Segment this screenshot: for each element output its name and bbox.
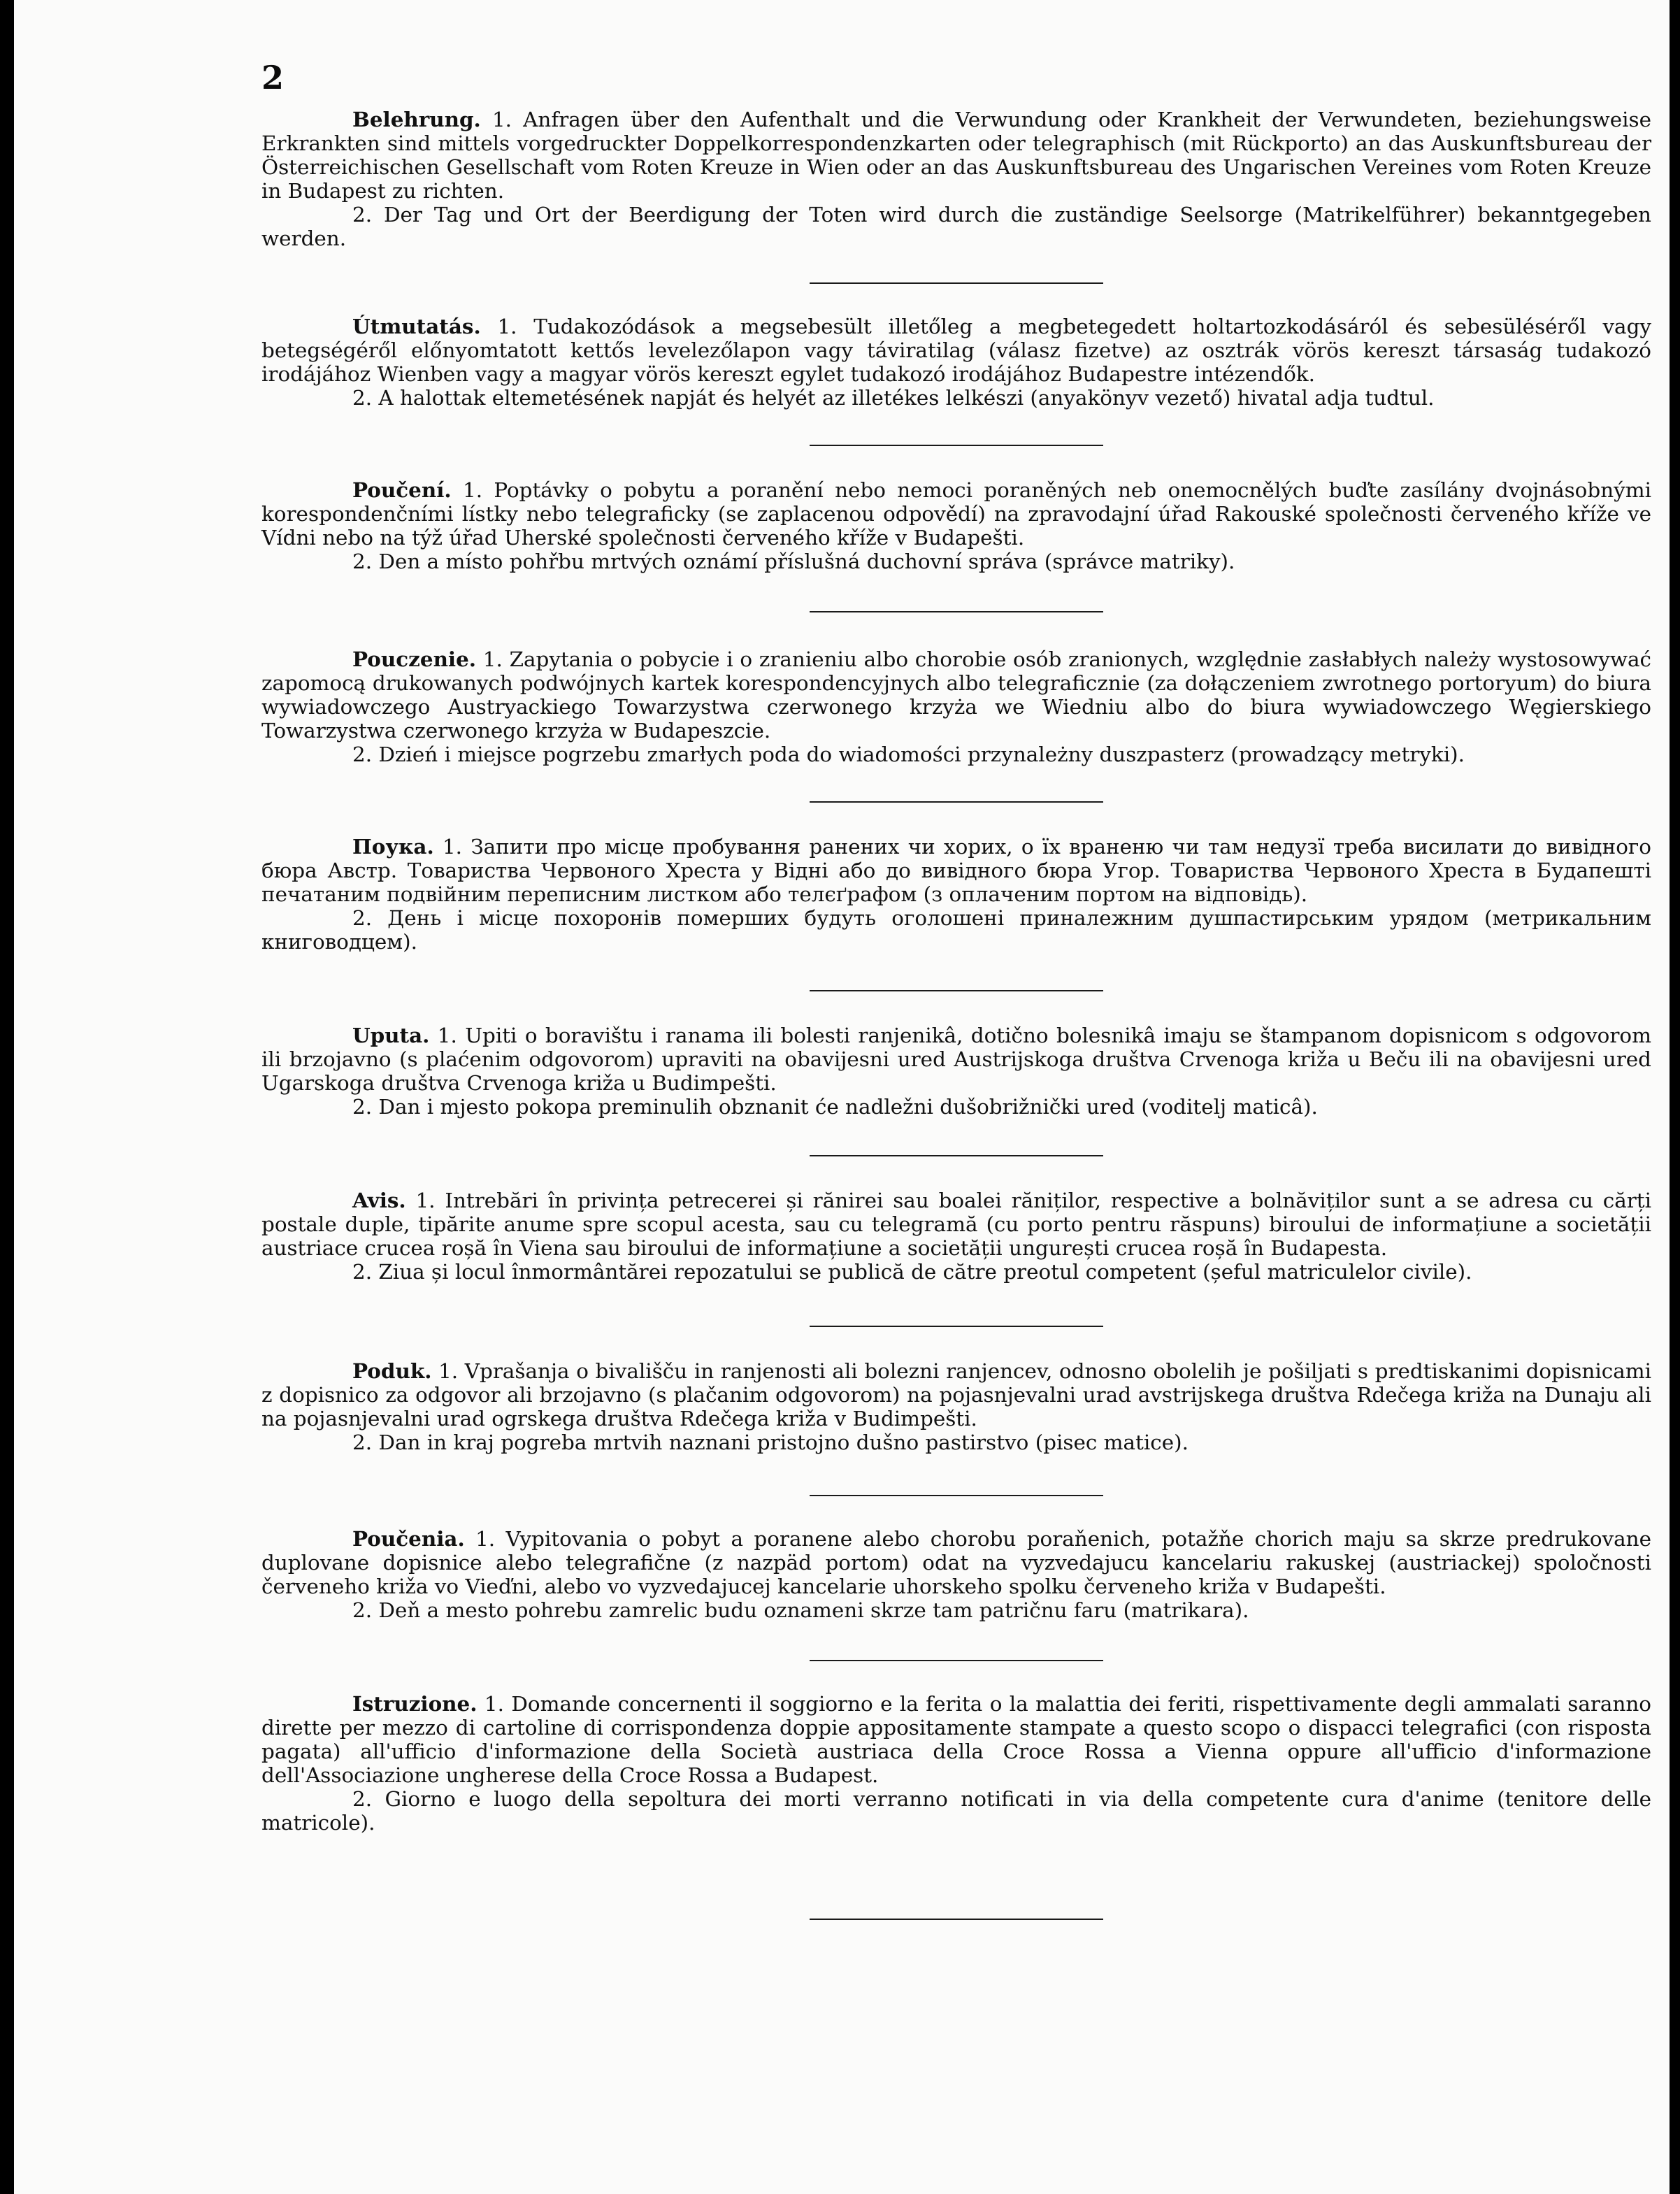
section-label: Poduk.: [352, 1358, 432, 1383]
item-1-text: 1. Vypitovania o pobyt a poranene alebo chorobu poraňenich, potažňe chorich maju sa skrze predrukovane duplovane dopisnice alebo telegrafične (z nazpäd portom) odat na vyzvedajucu kancelariu rakuskej (austriackej) spoločnosti červeneho križa vo Vieďni, alebo vo vyzvedajucej kancelarie uhorskeho spolku červeneho križa v Budapešti.: [261, 1527, 1651, 1598]
paragraph-item-2: 2. День і місце похоронів померших будуть оголошені приналежним душпастирським урядом (метрикальним книговодцем).: [261, 906, 1651, 954]
item-1-text: 1. Poptávky o pobytu a poranění nebo nemoci poraněných neb onemocnělých buďte zasílány dvojnásobnými korespondenčními lístky nebo telegraficky (se zaplacenou odpovědí) na zpravodajní úřad Rakouské společnosti červeného kříže ve Vídni nebo na týž úřad Uherské společnosti červeného kříže v Budapešti.: [261, 478, 1651, 550]
section-divider: [810, 1155, 1103, 1156]
section-divider: [810, 445, 1103, 446]
paragraph-item-2: 2. Den a místo pohřbu mrtvých oznámí příslušná duchovní správa (správce matriky).: [352, 550, 1235, 573]
item-1-text: 1. Запити про місце пробування ранених чи хорих, о їх враненю чи там недузї треба висилати до вивідного бюра Австр. Товариства Червоного Хреста у Відні або до вивідного бюра Угор. Товариства Червоного Хреста в Будапешті печатаним подвійним переписним листком або телєґрафом (з оплаченим портом на відповідь).: [261, 835, 1651, 906]
section-label: Pouczenie.: [352, 647, 477, 671]
section-label: Útmutatás.: [352, 314, 481, 338]
section-divider: [810, 1919, 1103, 1920]
paragraph-item-2: 2. Dan i mjesto pokopa preminulih obznanit će nadležni dušobrižnički ured (voditelj maticâ).: [352, 1095, 1318, 1119]
paragraph-item-1: [261, 647, 1651, 743]
section-slovene: [261, 1359, 1651, 1454]
section-polish: [261, 647, 1651, 766]
paragraph-item-2: 2. Deň a mesto pohrebu zamrelic budu oznameni skrze tam patričnu faru (matrikara).: [352, 1598, 1249, 1622]
section-german: [261, 108, 1651, 250]
section-divider: [810, 990, 1103, 991]
section-hungarian: [261, 315, 1651, 410]
section-slovak: [261, 1527, 1651, 1622]
paragraph-item-2: 2. Giorno e luogo della sepoltura dei morti verranno notificati in via della competente cura d'anime (tenitore delle matricole).: [261, 1787, 1651, 1835]
item-1-text: 1. Vprašanja o bivališču in ranjenosti ali bolezni ranjencev, odnosno obolelih je pošiljati s predtiskanimi dopisnicami z dopisnico za odgovor ali brzojavno (s plačanim odgovorom) na pojasnjevalni urad avstrijskega društva Rdečega križa na Dunaju ali na pojasnjevalni urad ogrskega društva Rdečega križa v Budimpešti.: [261, 1359, 1651, 1431]
item-1-text: 1. Intrebări în privința petrecerei și rănirei sau boalei răniților, respective a bolnăviților sunt a se adresa cu cărți postale duple, tipărite anume spre scopul acesta, sau cu telegramă (cu porto pentru răspuns) biroului de informațiune a societății austriace crucea roșă în Viena sau biroului de informațiune a societății ungurești crucea roșă în Budapesta.: [261, 1189, 1651, 1260]
page-number: 2: [261, 59, 285, 96]
paragraph-item-2: 2. Dzień i miejsce pogrzebu zmarłych poda do wiadomości przynależny duszpasterz (prowadzący metryki).: [352, 743, 1465, 766]
section-divider: [810, 1660, 1103, 1661]
section-label: Istruzione.: [352, 1691, 478, 1716]
section-divider: [810, 611, 1103, 612]
section-label: Avis.: [352, 1188, 406, 1212]
paragraph-item-1: [261, 1024, 1651, 1095]
item-1-text: 1. Zapytania o pobycie i o zranieniu albo chorobie osób zranionych, względnie zasłabłych należy wystosowywać zapomocą drukowanych podwójnych kartek korespondencyjnych albo telegraficznie (za dołączeniem zwrotnego portoryum) do biura wywiadowczego Austryackiego Towarzystwa czerwonego krzyża we Wiedniu albo do biura wywiadowczego Węgierskiego Towarzystwa czerwonego krzyża w Budapeszcie.: [261, 647, 1651, 743]
section-label: Belehrung.: [352, 107, 481, 131]
page-sheet: [14, 0, 1670, 2194]
item-1-text: 1. Anfragen über den Aufenthalt und die Verwundung oder Krankheit der Verwundeten, beziehungsweise Erkrankten sind mittels vorgedruckter Doppelkorrespondenzkarten oder telegraphisch (mit Rückporto) an das Auskunftsbureau der Österreichischen Gesellschaft vom Roten Kreuze in Wien oder an das Auskunftsbureau des Ungarischen Vereines vom Roten Kreuze in Budapest zu richten.: [261, 108, 1651, 203]
section-divider: [810, 282, 1103, 284]
paragraph-item-1: [261, 1692, 1651, 1787]
paragraph-item-1: [261, 315, 1651, 386]
notice-body: [261, 108, 1651, 1920]
paragraph-item-2: 2. A halottak eltemetésének napját és helyét az illetékes lelkészi (anyakönyv vezető) hivatal adja tudtul.: [352, 386, 1435, 410]
section-label: Поука.: [352, 834, 434, 859]
section-italian: [261, 1692, 1651, 1835]
section-label: Poučení.: [352, 478, 452, 502]
paragraph-item-2: 2. Der Tag und Ort der Beerdigung der Toten wird durch die zuständige Seelsorge (Matrikelführer) bekanntgegeben werden.: [261, 203, 1651, 250]
section-romanian: [261, 1189, 1651, 1284]
paragraph-item-1: [261, 108, 1651, 203]
section-divider: [810, 1326, 1103, 1327]
section-label: Poučenia.: [352, 1526, 465, 1551]
paragraph-item-2: 2. Dan in kraj pogreba mrtvih naznani pristojno dušno pastirstvo (pisec matice).: [352, 1431, 1189, 1454]
section-divider: [810, 801, 1103, 803]
paragraph-item-1: [261, 1359, 1651, 1431]
section-label: Uputa.: [352, 1023, 430, 1047]
paragraph-item-1: [261, 478, 1651, 550]
paragraph-item-1: [261, 1189, 1651, 1260]
paragraph-item-1: [261, 835, 1651, 906]
item-1-text: 1. Upiti o boravištu i ranama ili bolesti ranjenikâ, dotično bolesnikâ imaju se štampanom dopisnicom s odgovorom ili brzojavno (s plaćenim odgovorom) upraviti na obavijesni ured Austrijskoga društva Crvenoga križa u Beču ili na obavijesni ured Ugarskoga društva Crvenoga križa u Budimpešti.: [261, 1024, 1651, 1095]
paragraph-item-2: 2. Ziua și locul înmormântărei repozatului se publică de către preotul competent (șeful matriculelor civile).: [352, 1260, 1472, 1284]
paragraph-item-1: [261, 1527, 1651, 1598]
item-1-text: 1. Tudakozódások a megsebesült illetőleg a megbetegedett holtartozkodásáról és sebesüléséről vagy betegségéről előnyomtatott kettős levelezőlapon vagy táviratilag (válasz fizetve) az osztrák vörös kereszt társaság tudakozó irodájához Wienben vagy a magyar vörös kereszt egylet tudakozó irodájához Budapestre intézendők.: [261, 315, 1651, 386]
section-czech: [261, 478, 1651, 573]
item-1-text: 1. Domande concernenti il soggiorno e la ferita o la malattia dei feriti, rispettivamente degli ammalati saranno dirette per mezzo di cartoline di corrispondenza doppie appositamente stampate a questo scopo o dispacci telegrafici (con risposta pagata) all'ufficio d'informazione della Società austriaca della Croce Rossa a Vienna oppure all'ufficio d'informazione dell'Associazione ungherese della Croce Rossa a Budapest.: [261, 1692, 1651, 1787]
section-ruthenian: [261, 835, 1651, 954]
section-divider: [810, 1495, 1103, 1496]
section-croatian: [261, 1024, 1651, 1119]
